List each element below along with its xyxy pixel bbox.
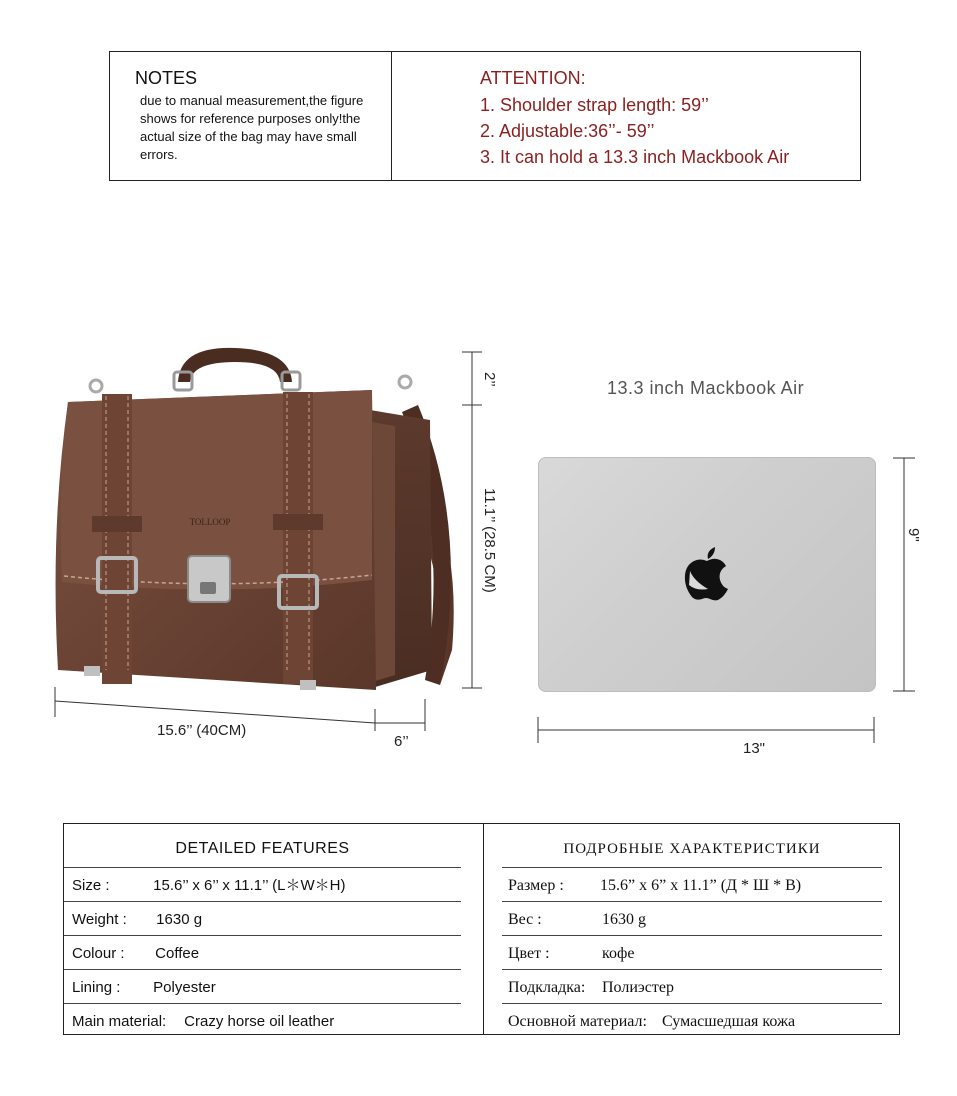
row-label: Colour : bbox=[72, 945, 125, 962]
attention-item-strap: 1. Shoulder strap length: 59’’ bbox=[480, 95, 709, 115]
table-row bbox=[502, 867, 882, 901]
bag-length-label: 15.6’’ (40CM) bbox=[157, 722, 247, 739]
bag-width-label: 6’’ bbox=[394, 733, 409, 750]
row-label: Main material: bbox=[72, 1013, 167, 1030]
laptop-width-dimension bbox=[535, 715, 880, 745]
row-label: Подкладка: bbox=[508, 979, 586, 996]
row-label: Size : bbox=[72, 877, 110, 894]
table-row bbox=[64, 901, 461, 935]
row-label: Вес : bbox=[508, 911, 542, 928]
features-en bbox=[64, 824, 461, 1037]
notes-panel bbox=[110, 52, 392, 180]
attention-title: ATTENTION: bbox=[480, 68, 586, 88]
row-label: Weight : bbox=[72, 911, 127, 928]
apple-logo-icon bbox=[684, 545, 730, 601]
attention-item-laptop: 3. It can hold a 13.3 inch Mackbook Air bbox=[480, 147, 790, 167]
notes-text: due to manual measurement,the figure shows for reference purposes only!the actual size of the bag may have small errors. bbox=[140, 93, 364, 162]
row-value: 1630 g bbox=[602, 911, 646, 928]
features-table bbox=[63, 823, 900, 1035]
table-row bbox=[502, 935, 882, 969]
bag-handle-height-label: 2’’ bbox=[481, 372, 498, 387]
table-row bbox=[502, 969, 882, 1003]
notes-title: NOTES bbox=[135, 68, 198, 88]
row-label: Lining : bbox=[72, 979, 121, 996]
table-row bbox=[64, 867, 461, 901]
attention-item-adjustable: 2. Adjustable:36’’- 59’’ bbox=[480, 121, 655, 141]
row-value: Crazy horse oil leather bbox=[184, 1013, 335, 1030]
features-ru bbox=[502, 824, 882, 1037]
laptop-image bbox=[538, 457, 876, 692]
laptop-caption: 13.3 inch Mackbook Air bbox=[607, 378, 805, 398]
row-value: 15.6” x 6” x 11.1” (Д * Ш * В) bbox=[600, 877, 802, 894]
brand-stamp: TOLLOOP bbox=[189, 517, 231, 527]
laptop-width-label: 13" bbox=[743, 740, 766, 757]
bag-height-label: 11.1’’ (28.5 CM) bbox=[481, 488, 498, 593]
features-en-title: DETAILED FEATURES bbox=[175, 840, 350, 857]
table-row bbox=[64, 969, 461, 1003]
row-label: Основной материал: bbox=[508, 1013, 647, 1030]
row-value: Coffee bbox=[155, 945, 200, 962]
features-divider bbox=[483, 824, 484, 1034]
notes-box bbox=[109, 51, 861, 181]
table-row bbox=[502, 901, 882, 935]
table-row bbox=[64, 1003, 461, 1037]
row-value: Сумасшедшая кожа bbox=[662, 1013, 796, 1030]
features-ru-title: ПОДРОБНЫЕ ХАРАКТЕРИСТИКИ bbox=[563, 841, 821, 857]
row-label: Цвет : bbox=[508, 945, 550, 962]
table-row bbox=[502, 1003, 882, 1037]
row-value: Полиэстер bbox=[602, 979, 674, 996]
row-label: Размер : bbox=[508, 877, 564, 894]
row-value: 1630 g bbox=[156, 911, 203, 928]
row-value: 15.6’’ x 6’’ x 11.1’’ (L＊W＊H) bbox=[153, 877, 346, 894]
laptop-height-label: 9" bbox=[905, 528, 922, 542]
table-row bbox=[64, 935, 461, 969]
row-value: кофе bbox=[602, 945, 635, 962]
attention-panel bbox=[392, 52, 860, 180]
laptop-height-dimension bbox=[880, 455, 920, 700]
row-value: Polyester bbox=[153, 979, 216, 996]
